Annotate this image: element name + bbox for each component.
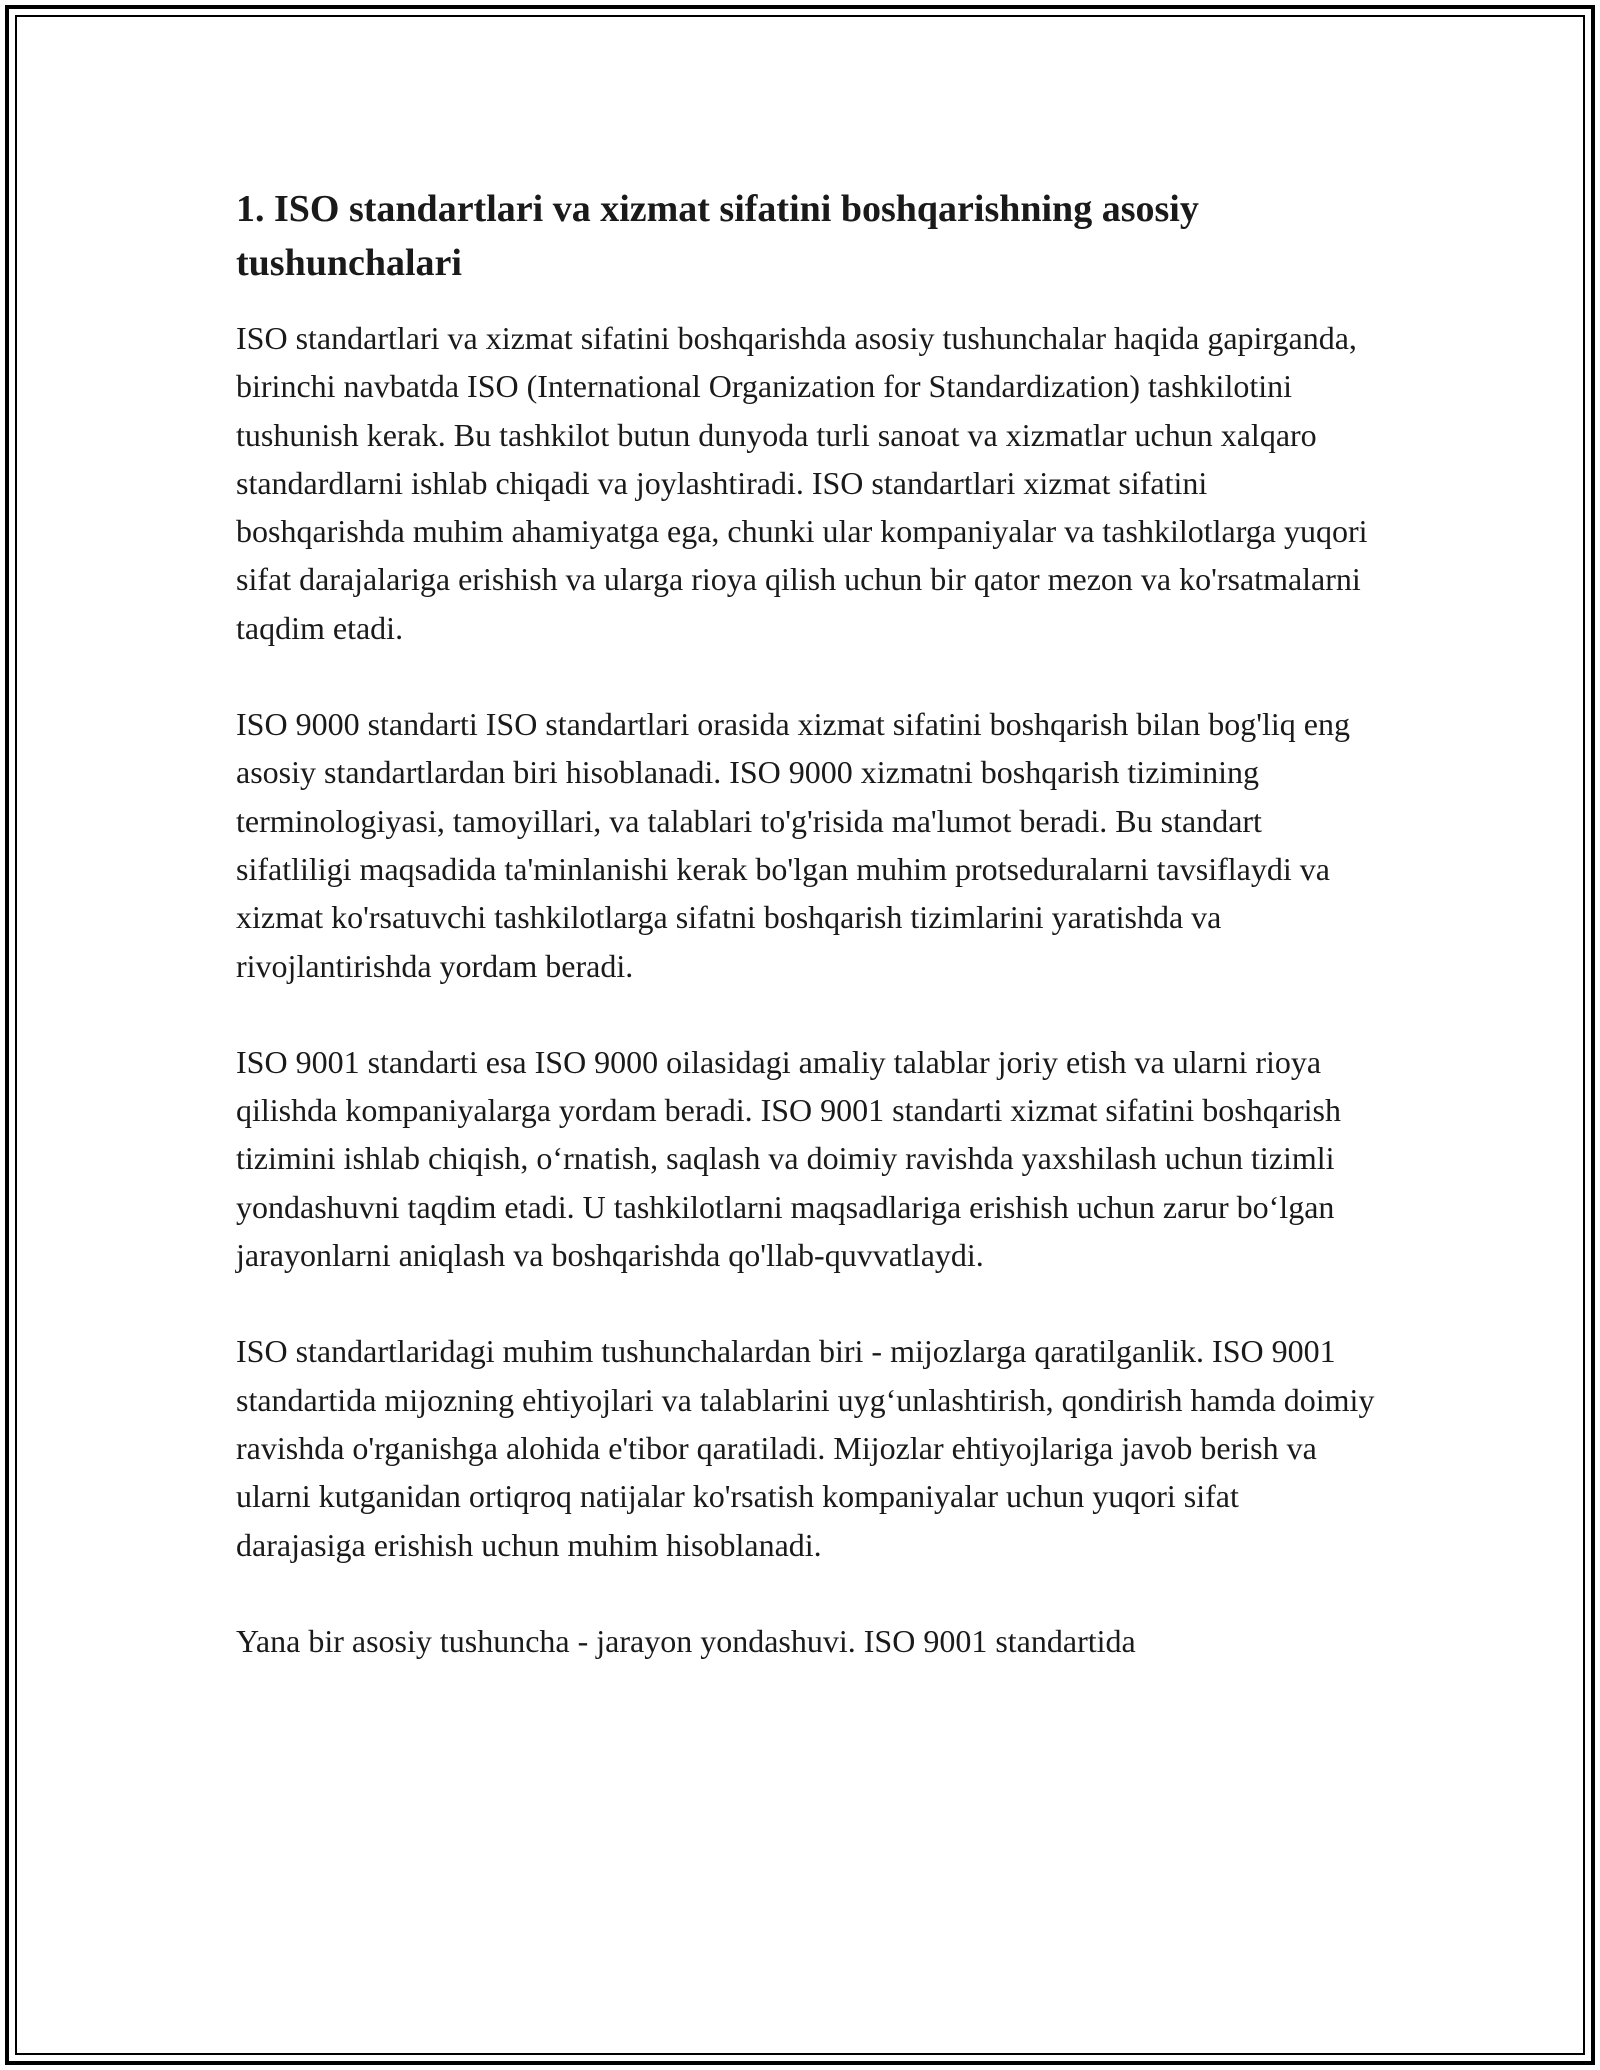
paragraph-customer-focus: ISO standartlaridagi muhim tushunchalardan biri - mijozlarga qaratilganlik. ISO 9001 standartida mijozning ehtiyojlari va talablarini uyg‘unlashtirish, qondirish hamda doimiy ravishda o'rganishga alohida e'tibor qaratiladi. Mijozlar ehtiyojlariga javob berish va ularni kutganidan ortiqroq natijalar ko'rsatish kompaniyalar uchun yuqori sifat darajasiga erishish uchun muhim hisoblanadi. — [236, 1333, 1375, 1563]
paragraph-process-approach: Yana bir asosiy tushuncha - jarayon yondashuvi. ISO 9001 standartida — [236, 1622, 1136, 1659]
paragraph-iso-9001: ISO 9001 standarti esa ISO 9000 oilasidagi amaliy talablar joriy etish va ularni rioya qilishda kompaniyalarga yordam beradi. ISO 9001 standarti xizmat sifatini boshqarish tizimini ishlab chiqish, o‘rnatish, saqlash va doimiy ravishda yaxshilash uchun tizimli yondashuvni taqdim etadi. U tashkilotlarni maqsadlariga erishish uchun zarur bo‘lgan jarayonlarni aniqlash va boshqarishda qo'llab-quvvatlaydi. — [236, 1043, 1341, 1274]
paragraph-iso-9000: ISO 9000 standarti ISO standartlari orasida xizmat sifatini boshqarish bilan bog'liq eng asosiy standartlardan biri hisoblanadi. ISO 9000 xizmatni boshqarish tizimining terminologiyasi, tamoyillari, va talablari to'g'risida ma'lumot beradi. Bu standart sifatliligi maqsadida ta'minlanishi kerak bo'lgan muhim protseduralarni tavsiflaydi va xizmat ko'rsatuvchi tashkilotlarga sifatni boshqarish tizimlarini yaratishda va rivojlantirishda yordam beradi. — [236, 706, 1350, 984]
section-heading: 1. ISO standartlari va xizmat sifatini boshqarishning asosiy tushunchalari — [236, 188, 1199, 284]
document-body — [236, 182, 1376, 1665]
paragraph-iso-intro: ISO standartlari va xizmat sifatini boshqarishda asosiy tushunchalar haqida gapirganda, birinchi navbatda ISO (International Organization for Standardization) tashkilotini tushunish kerak. Bu tashkilot butun dunyoda turli sanoat va xizmatlar uchun xalqaro standardlarni ishlab chiqadi va joylashtiradi. ISO standartlari xizmat sifatini boshqarishda muhim ahamiyatga ega, chunki ular kompaniyalar va tashkilotlarga yuqori sifat darajalariga erishish va ularga rioya qilish uchun bir qator mezon va ko'rsatmalarni taqdim etadi. — [236, 320, 1368, 646]
